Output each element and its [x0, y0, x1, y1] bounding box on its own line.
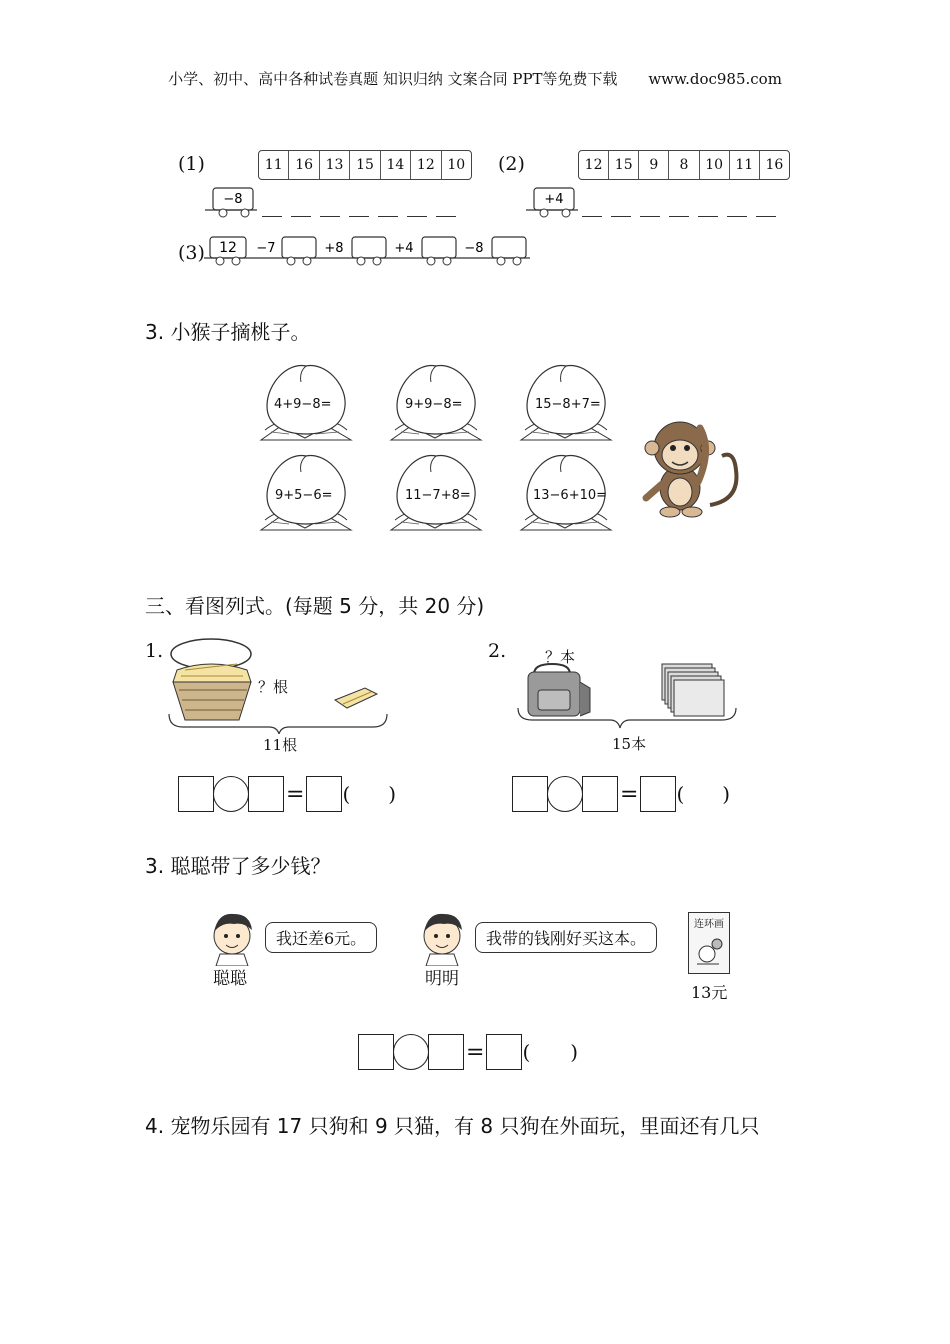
page-header	[0, 68, 950, 89]
train-3-op: −7	[256, 241, 276, 256]
picture-1-question: ？根	[258, 678, 289, 696]
picture-2-number: 2.	[488, 640, 507, 662]
answer-blank[interactable]	[349, 208, 369, 217]
book-title: 连环画	[694, 919, 724, 930]
train-2-numbers	[578, 150, 790, 180]
unit-paren-open: (	[676, 782, 685, 806]
header-url: www.doc985.com	[648, 70, 782, 88]
train-3-op: +8	[324, 241, 344, 256]
peach-expression: 11−7+8=	[405, 488, 471, 503]
kid-1-name: 聪聪	[213, 969, 247, 989]
train-1-answer-blanks	[262, 202, 465, 221]
answer-blank[interactable]	[262, 208, 282, 217]
answer-blank[interactable]	[436, 208, 456, 217]
picture-1-equation	[178, 776, 396, 812]
peach-expression: 4+9−8=	[274, 397, 332, 412]
number-cell: 12	[410, 151, 440, 179]
answer-blank[interactable]	[756, 208, 776, 217]
equals-sign: =	[620, 781, 639, 807]
number-cell: 14	[380, 151, 410, 179]
operator-circle[interactable]	[547, 776, 583, 812]
operator-circle[interactable]	[213, 776, 249, 812]
number-cell: 16	[759, 151, 789, 179]
kid-2-speech: 我带的钱刚好买这本。	[475, 922, 657, 953]
question-4-text: 4. 宠物乐园有 17 只狗和 9 只猫，有 8 只狗在外面玩，里面还有几只	[145, 1114, 760, 1138]
boy-icon	[418, 908, 470, 966]
train-3-car-blank[interactable]	[422, 237, 456, 265]
picture-1-total: 11根	[263, 736, 298, 754]
answer-blank[interactable]	[669, 208, 689, 217]
answer-blank[interactable]	[640, 208, 660, 217]
number-cell: 15	[608, 151, 638, 179]
number-cell: 8	[668, 151, 698, 179]
header-title: 小学、初中、高中各种试卷真题 知识归纳 文案合同 PPT等免费下载	[168, 70, 618, 88]
train-2-label: (2)	[498, 153, 525, 175]
answer-blank[interactable]	[727, 208, 747, 217]
number-cell: 11	[264, 157, 283, 173]
train-3	[204, 234, 534, 268]
equals-sign: =	[286, 781, 305, 807]
peach-expression: 9+5−6=	[275, 488, 333, 503]
train-3-op: +4	[394, 241, 414, 256]
train-1-engine-label: −8	[223, 192, 243, 207]
picture-2-total: 15本	[612, 735, 647, 753]
number-cell: 10	[441, 151, 471, 179]
answer-blank[interactable]	[698, 208, 718, 217]
monkey-heading: 3. 小猴子摘桃子。	[145, 320, 311, 344]
equation-box[interactable]	[512, 776, 548, 812]
money-heading: 3. 聪聪带了多少钱？	[145, 854, 331, 878]
picture-2-equation	[512, 776, 730, 812]
unit-paren-close: )	[722, 782, 731, 806]
train-3-op: −8	[464, 241, 484, 256]
train-3-car-blank[interactable]	[282, 237, 316, 265]
equals-sign: =	[466, 1039, 485, 1065]
answer-blank[interactable]	[407, 208, 427, 217]
picture-2-question: ？本	[545, 648, 576, 666]
number-cell: 12	[584, 157, 603, 173]
train-3-start-value: 12	[219, 240, 237, 256]
equation-box[interactable]	[640, 776, 676, 812]
train-3-car-blank[interactable]	[352, 237, 386, 265]
number-cell: 10	[699, 151, 729, 179]
train-1-numbers	[258, 150, 472, 180]
equation-box[interactable]	[486, 1034, 522, 1070]
equation-box[interactable]	[428, 1034, 464, 1070]
peach-expression: 13−6+10=	[533, 488, 608, 503]
boy-icon	[208, 908, 260, 966]
train-1-engine	[203, 186, 259, 220]
equation-box[interactable]	[582, 776, 618, 812]
train-1-label: (1)	[178, 153, 205, 175]
answer-blank[interactable]	[320, 208, 340, 217]
train-2-engine-label: +4	[544, 192, 564, 207]
picture-2-illustration	[512, 662, 742, 734]
number-cell: 9	[638, 151, 668, 179]
train-3-label: (3)	[178, 242, 205, 264]
train-3-car-start	[210, 237, 246, 265]
train-2-answer-blanks	[582, 202, 785, 221]
unit-paren-close: )	[570, 1040, 579, 1064]
number-cell: 16	[288, 151, 318, 179]
section-3-heading: 三、看图列式。(每题 5 分，共 20 分)	[145, 594, 485, 618]
number-cell: 13	[319, 151, 349, 179]
train-2-engine	[524, 186, 580, 220]
answer-blank[interactable]	[378, 208, 398, 217]
peach-expression: 15−8+7=	[535, 397, 601, 412]
unit-paren-close: )	[388, 782, 397, 806]
answer-blank[interactable]	[611, 208, 631, 217]
equation-box[interactable]	[358, 1034, 394, 1070]
number-cell: 11	[729, 151, 759, 179]
picture-1-number: 1.	[145, 640, 164, 662]
operator-circle[interactable]	[393, 1034, 429, 1070]
equation-box[interactable]	[178, 776, 214, 812]
train-3-car-blank[interactable]	[492, 237, 526, 265]
monkey-illustration	[640, 410, 745, 525]
answer-blank[interactable]	[582, 208, 602, 217]
unit-paren-open: (	[522, 1040, 531, 1064]
kid-2-name: 明明	[425, 969, 459, 989]
unit-paren-open: (	[342, 782, 351, 806]
answer-blank[interactable]	[291, 208, 311, 217]
kid-1-speech: 我还差6元。	[265, 922, 377, 953]
bird-icon	[689, 930, 729, 970]
equation-box[interactable]	[306, 776, 342, 812]
comic-book	[688, 912, 730, 974]
equation-box[interactable]	[248, 776, 284, 812]
money-equation	[358, 1034, 578, 1070]
book-price: 13元	[691, 983, 728, 1002]
peach-expression: 9+9−8=	[405, 397, 463, 412]
number-cell: 15	[349, 151, 379, 179]
